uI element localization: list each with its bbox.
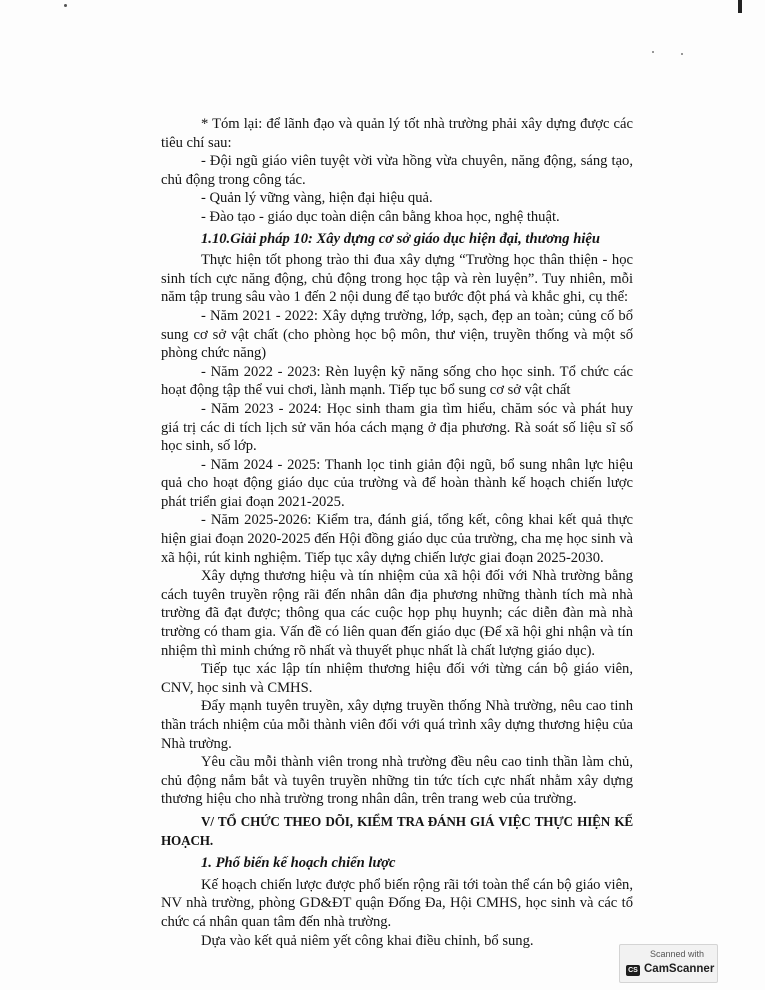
scan-edge-mark <box>738 0 742 13</box>
section-v-heading: V/ TỔ CHỨC THEO DÕI, KIỂM TRA ĐÁNH GIÁ VIỆC THỰC HIỆN KẾ HOẠCH. <box>161 813 633 848</box>
scan-speck <box>64 4 67 7</box>
watermark-brand: CamScanner <box>644 963 715 975</box>
camscanner-watermark <box>619 944 718 983</box>
scan-speck <box>681 53 683 55</box>
paragraph: Tiếp tục xác lập tín nhiệm thương hiệu đối với từng cán bộ giáo viên, CNV, học sinh và CMHS. <box>161 661 633 696</box>
paragraph: Yêu cầu mỗi thành viên trong nhà trường đều nêu cao tinh thần làm chủ, chủ động nắm bắt và tuyên truyền những tin tức tích cực nhất nhằm xây dựng thương hiệu cho nhà trường trong nhân dân, trên trang web của trường. <box>161 754 633 808</box>
paragraph: Xây dựng thương hiệu và tín nhiệm của xã hội đối với Nhà trường bằng cách tuyên truyền rộng rãi đến nhân dân địa phương những thành tích mà nhà trường đã đạt được; thông qua các cuộc họp phụ huynh; các diễn đàn mà nhà trường có tham gia. Vấn đề có liên quan đến giáo dục (Để xã hội ghi nhận và tín nhiệm thì minh chứng rõ nhất và thuyết phục nhất là chất lượng giáo dục). <box>161 568 633 659</box>
subsection-1-heading: 1. Phổ biến kế hoạch chiến lược <box>201 855 396 872</box>
year-item-2025: - Năm 2025-2026: Kiểm tra, đánh giá, tổng kết, công khai kết quả thực hiện giai đoạn 2020-2025 đến Hội đồng giáo dục của trường, cha mẹ học sinh và xã hội, rút kinh nghiệm. Tiếp tục xây dựng chiến lược giai đoạn 2025-2030. <box>161 512 633 566</box>
watermark-caption: Scanned with <box>650 949 705 959</box>
summary-item-teachers: - Đội ngũ giáo viên tuyệt vời vừa hồng vừa chuyên, năng động, sáng tạo, chủ động trong công tác. <box>161 153 633 188</box>
document-body <box>161 115 633 950</box>
year-item-2024: - Năm 2024 - 2025: Thanh lọc tinh giản đội ngũ, bổ sung nhân lực hiệu quả cho hoạt động giáo dục của trường và để hoàn thành kế hoạch chiến lược phát triển giai đoạn 2021-2025. <box>161 456 633 510</box>
summary-item-management: - Quản lý vững vàng, hiện đại hiệu quả. <box>201 190 433 207</box>
summary-intro: * Tóm lại: để lãnh đạo và quản lý tốt nhà trường phải xây dựng được các tiêu chí sau: <box>161 116 633 151</box>
year-item-2022: - Năm 2022 - 2023: Rèn luyện kỹ năng sống cho học sinh. Tổ chức các hoạt động tập thể vui chơi, lành mạnh. Tiếp tục bổ sung cơ sở vật chất <box>161 363 633 399</box>
camscanner-logo-icon: CS <box>626 965 640 976</box>
paragraph: Kế hoạch chiến lược được phổ biến rộng rãi tới toàn thể cán bộ giáo viên, NV nhà trường, phòng GD&ĐT quận Đống Đa, Hội CMHS, học sinh và các tổ chức cá nhân quan tâm đến nhà trường. <box>161 876 633 930</box>
year-item-2023: - Năm 2023 - 2024: Học sinh tham gia tìm hiểu, chăm sóc và phát huy giá trị các di tích lịch sử văn hóa cách mạng ở địa phương. Rà soát số liệu sĩ số học sinh, số lớp. <box>161 400 633 455</box>
paragraph: Dựa vào kết quả niêm yết công khai điều chỉnh, bổ sung. <box>201 932 534 949</box>
solution-10-heading: 1.10.Giải pháp 10: Xây dựng cơ sở giáo dục hiện đại, thương hiệu <box>201 230 600 247</box>
year-item-2021: - Năm 2021 - 2022: Xây dựng trường, lớp, sạch, đẹp an toàn; củng cố bổ sung cơ sở vật chất (cho phòng học bộ môn, thư viện, truyền thống và một số phòng chức năng) <box>161 307 633 362</box>
paragraph: Thực hiện tốt phong trào thi đua xây dựng “Trường học thân thiện - học sinh tích cực năng động, chủ động trong học tập và rèn luyện”. Tuy nhiên, mỗi năm tập trung sâu vào 1 đến 2 nội dung để tạo bước đột phá và khắc ghi, cụ thể: <box>161 252 633 306</box>
summary-item-education: - Đào tạo - giáo dục toàn diện cân bằng khoa học, nghệ thuật. <box>201 208 560 225</box>
scan-speck <box>652 51 654 53</box>
paragraph: Đẩy mạnh tuyên truyền, xây dựng truyền thống Nhà trường, nêu cao tinh thần trách nhiệm của mỗi thành viên đối với quá trình xây dựng thương hiệu của Nhà trường. <box>161 698 633 752</box>
